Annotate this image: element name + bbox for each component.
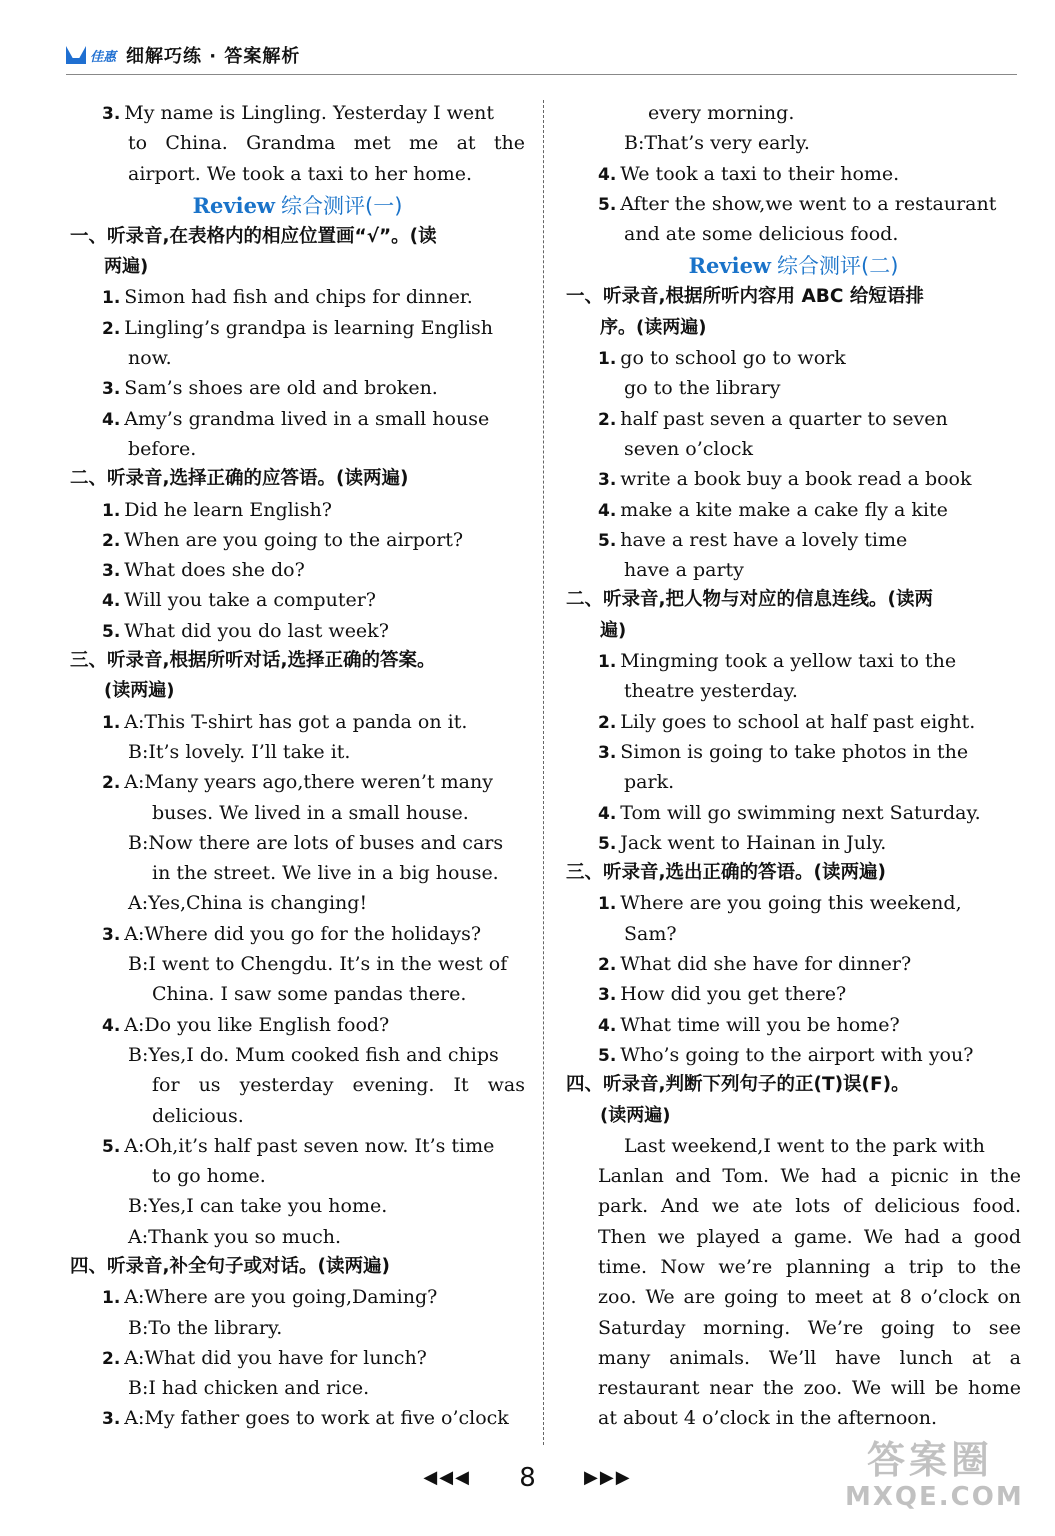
dialogue-line: B:Now there are lots of buses and cars (128, 831, 504, 854)
list-item-cont: now. (128, 347, 172, 370)
passage-line: Lanlan and Tom. We had a picnic in the (598, 1165, 1021, 1188)
passage-line: zoo. We are going to meet at 8 o’clock on (598, 1286, 1021, 1309)
header-title: 细解巧练 · 答案解析 (126, 46, 301, 67)
passage-line: restaurant near the zoo. We will be home (598, 1377, 1021, 1400)
section-heading-cont: 两遍) (104, 256, 149, 278)
list-item-cont: park. (624, 771, 675, 794)
list-item: 2. Lily goes to school at half past eight. (598, 710, 976, 733)
passage-line: Last weekend,I went to the park with (624, 1134, 985, 1157)
dialogue-line: in the street. We live in a big house. (152, 862, 499, 885)
dialogue-line: A:Yes,China is changing! (128, 892, 368, 915)
list-item: 5. What did you do last week? (102, 619, 389, 642)
list-item-cont: before. (128, 437, 197, 460)
dialogue-line: B:I went to Chengdu. It’s in the west of (128, 953, 508, 976)
list-item: 1. Simon had fish and chips for dinner. (102, 286, 473, 309)
review-title-1: Review 综合测评(一) (192, 192, 403, 218)
column-divider (543, 100, 544, 1445)
list-item: 4. Amy’s grandma lived in a small house (102, 407, 490, 430)
list-item: 1. Did he learn English? (102, 498, 332, 521)
page-header (66, 40, 300, 70)
list-item: 3. Simon is going to take photos in the (598, 740, 969, 763)
dialogue-line: buses. We lived in a small house. (152, 801, 469, 824)
list-item: 4. Will you take a computer? (102, 589, 376, 612)
book-logo-icon (66, 44, 86, 66)
passage-line: many animals. We’ll have lunch at a (598, 1346, 1021, 1369)
list-item: 3. write a book buy a book read a book (598, 468, 972, 491)
dialogue-item: 4. A:Do you like English food? (102, 1013, 390, 1036)
dialogue-line: B:Yes,I can take you home. (128, 1195, 388, 1218)
dialogue-line: for us yesterday evening. It was (152, 1074, 525, 1097)
passage-line: at about 4 o’clock in the afternoon. (598, 1407, 938, 1430)
list-item: 5. have a rest have a lovely time (598, 528, 908, 551)
section-heading: 四、听录音,补全句子或对话。(读两遍) (70, 1255, 390, 1277)
section-heading-cont: (读两遍) (104, 680, 175, 702)
dialogue-line: every morning. (648, 102, 795, 124)
list-item: 5. Jack went to Hainan in July. (598, 831, 887, 854)
dialogue-line: delicious. (152, 1104, 244, 1127)
list-item: 3. What does she do? (102, 559, 305, 582)
section-heading: 三、听录音,选出正确的答语。(读两遍) (566, 862, 886, 884)
list-item: 4. make a kite make a cake fly a kite (598, 498, 948, 521)
section-heading: 二、听录音,把人物与对应的信息连线。(读两 (566, 589, 933, 611)
list-item-cont: theatre yesterday. (624, 680, 798, 703)
section-heading: 一、听录音,根据所听内容用 ABC 给短语排 (566, 286, 924, 308)
left-column (70, 98, 525, 1434)
list-item: 2. What did she have for dinner? (598, 953, 912, 976)
list-item: 4. What time will you be home? (598, 1013, 900, 1036)
section-heading-cont: (读两遍) (600, 1104, 671, 1126)
dialogue-item: 2. A:What did you have for lunch? (102, 1346, 427, 1369)
list-item: 1. Where are you going this weekend, (598, 892, 962, 915)
section-heading: 二、听录音,选择正确的应答语。(读两遍) (70, 468, 409, 490)
next-arrows-icon: ▶▶▶ (584, 1467, 632, 1488)
list-item-cont: have a party (624, 559, 744, 582)
review-title-2: Review 综合测评(二) (688, 253, 899, 279)
list-item-cont: go to the library (624, 377, 781, 400)
dialogue-line: China. I saw some pandas there. (152, 983, 467, 1006)
passage-line: park. And we ate lots of delicious food. (598, 1195, 1021, 1218)
list-item: 2. Lingling’s grandpa is learning English (102, 316, 494, 339)
section-heading: 四、听录音,判断下列句子的正(T)误(F)。 (566, 1074, 910, 1096)
section-heading-cont: 遍) (600, 619, 627, 641)
list-item: 4. Tom will go swimming next Saturday. (598, 801, 981, 824)
header-rule (66, 74, 1017, 75)
dialogue-item: 3. A:Where did you go for the holidays? (102, 922, 482, 945)
dialogue-line: B:It’s lovely. I’ll take it. (128, 740, 351, 763)
passage-line: Then we played a game. We had a good (598, 1225, 1021, 1248)
dialogue-item: 1. A:Where are you going,Daming? (102, 1286, 438, 1309)
list-item: 1. Mingming took a yellow taxi to the (598, 650, 957, 673)
section-heading: 一、听录音,在表格内的相应位置画“√”。(读 (70, 225, 437, 247)
dialogue-item: 5. A:Oh,it’s half past seven now. It’s time (102, 1134, 495, 1157)
prev-arrows-icon: ◀◀◀ (423, 1467, 471, 1488)
list-item: 2. half past seven a quarter to seven (598, 407, 948, 430)
section-heading: 三、听录音,根据所听对话,选择正确的答案。 (70, 650, 436, 672)
list-item: 1. go to school go to work (598, 347, 846, 370)
right-column (566, 98, 1021, 1434)
list-item: 5. Who’s going to the airport with you? (598, 1043, 974, 1066)
dialogue-item: 1. A:This T-shirt has got a panda on it. (102, 710, 468, 733)
list-item: 5. After the show,we went to a restaurant (598, 192, 997, 215)
dialogue-line: to go home. (152, 1165, 266, 1188)
dialogue-item: 2. A:Many years ago,there weren’t many (102, 771, 493, 794)
watermark-logo: 答案圈 MXQE.COM (845, 1438, 1024, 1512)
list-item: 3. My name is Lingling. Yesterday I went (102, 102, 495, 124)
section-heading-cont: 序。(读两遍) (600, 316, 707, 338)
passage-line: time. Now we’re planning a trip to the (598, 1255, 1021, 1278)
brand-name: 佳惠 (90, 49, 117, 65)
dialogue-line: A:Thank you so much. (128, 1225, 341, 1248)
dialogue-line: B:I had chicken and rice. (128, 1377, 370, 1400)
dialogue-item: 3. A:My father goes to work at five o’clock (102, 1407, 509, 1430)
list-item-cont: and ate some delicious food. (624, 223, 899, 246)
dialogue-line: B:That’s very early. (624, 132, 810, 155)
list-item: 3. Sam’s shoes are old and broken. (102, 377, 438, 400)
passage-line: Saturday morning. We’re going to see (598, 1316, 1021, 1339)
list-item: 3. How did you get there? (598, 983, 847, 1006)
page-number: 8 (519, 1462, 536, 1493)
list-item-cont: seven o’clock (624, 437, 754, 460)
list-item: 2. When are you going to the airport? (102, 528, 464, 551)
list-item: 4. We took a taxi to their home. (598, 162, 900, 185)
list-item-cont: to China. Grandma met me at the (128, 132, 525, 155)
list-item-cont: airport. We took a taxi to her home. (128, 162, 473, 185)
dialogue-line: B:To the library. (128, 1316, 283, 1339)
dialogue-line: B:Yes,I do. Mum cooked fish and chips (128, 1043, 499, 1066)
list-item-cont: Sam? (624, 922, 677, 945)
